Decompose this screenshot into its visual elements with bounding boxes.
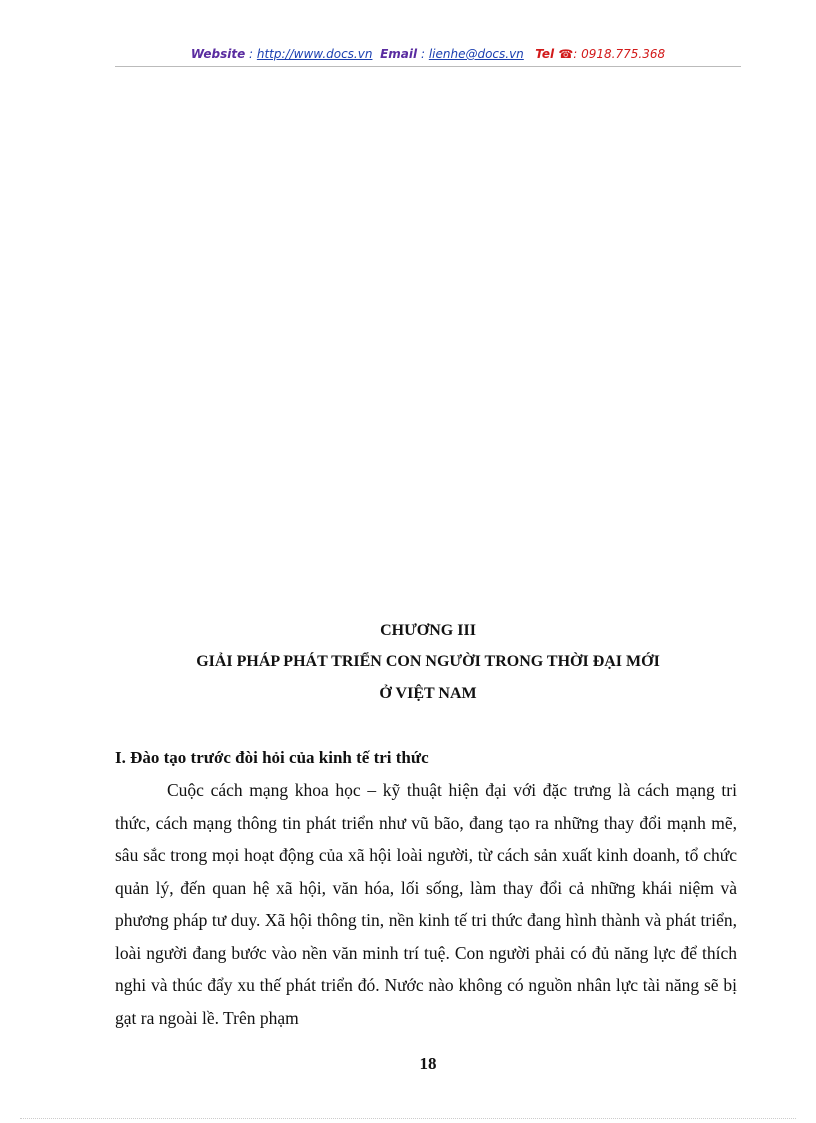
body-paragraph: Cuộc cách mạng khoa học – kỹ thuật hiện đại với đặc trưng là cách mạng tri thức, cách mạng thông tin phát triển như vũ bão, đang tạo ra những thay đổi mạnh mẽ, sâu sắc trong mọi hoạt động của xã hội loài người, từ cách sản xuất kinh doanh, tổ chức quản lý, đến quan hệ xã hội, văn hóa, lối sống, làm thay đổi cả những khái niệm và phương pháp tư duy. Xã hội thông tin, nền kinh tế tri thức đang hình thành và phát triển, loài người đang bước vào nền văn minh trí tuệ. Con người phải có đủ năng lực để thích nghi và thúc đẩy xu thế phát triển đó. Nước nào không có nguồn nhân lực tài năng sẽ bị gạt ra ngoài lề. Trên phạm bbox=[115, 780, 737, 1028]
chapter-title-line1: GIẢI PHÁP PHÁT TRIỂN CON NGƯỜI TRONG THỜI ĐẠI MỚI bbox=[196, 653, 660, 670]
chapter-number: CHƯƠNG III bbox=[380, 622, 476, 639]
page-number: 18 bbox=[419, 1054, 437, 1073]
email-separator: : bbox=[417, 47, 429, 61]
phone-number: : 0918.775.368 bbox=[573, 47, 666, 61]
tel-label: Tel ☎ bbox=[535, 47, 574, 61]
section-heading: I. Đào tạo trước đòi hỏi của kinh tế tri thức bbox=[115, 748, 429, 767]
website-separator: : bbox=[245, 47, 257, 61]
website-label: Website bbox=[190, 47, 246, 61]
email-link[interactable]: lienhe@docs.vn bbox=[428, 47, 524, 61]
header-divider bbox=[115, 66, 741, 67]
footer-divider bbox=[20, 1118, 796, 1119]
chapter-title-line2: Ở VIỆT NAM bbox=[379, 685, 477, 702]
page-header bbox=[115, 47, 741, 61]
website-link[interactable]: http://www.docs.vn bbox=[256, 47, 373, 61]
email-label: Email bbox=[380, 47, 418, 61]
